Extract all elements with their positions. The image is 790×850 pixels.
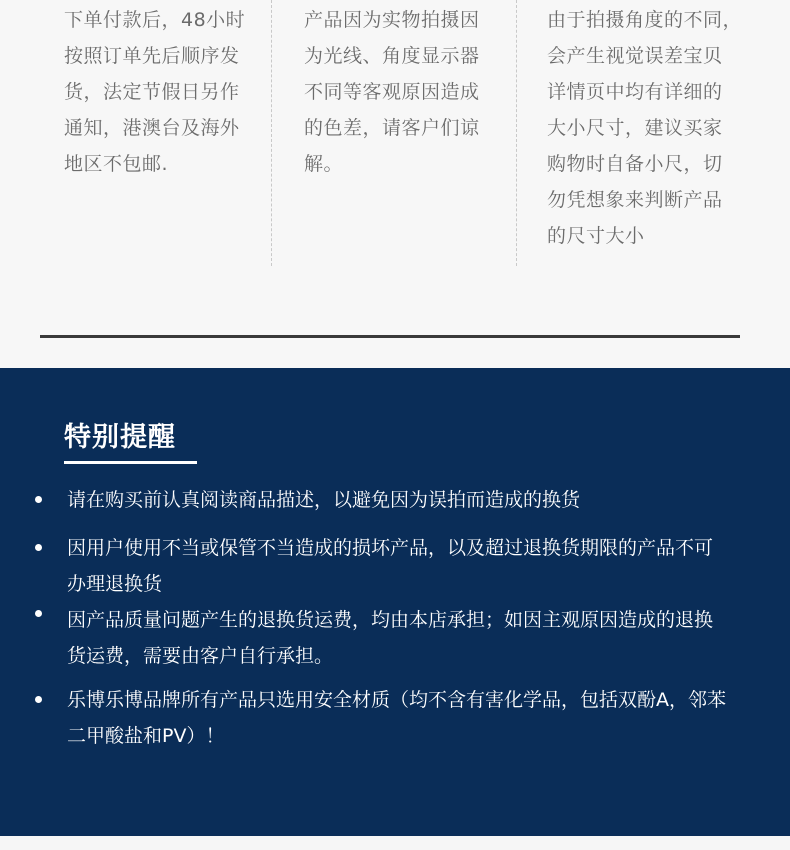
color-difference-line: 产品因为实物拍摄因 bbox=[304, 9, 480, 31]
color-difference-column bbox=[304, 2, 480, 182]
color-difference-line: 不同等客观原因造成 bbox=[304, 81, 480, 103]
size-notice-line: 详情页中均有详细的 bbox=[547, 81, 723, 103]
column-divider bbox=[271, 0, 272, 266]
title-underline bbox=[64, 461, 197, 464]
bullet-icon bbox=[35, 544, 42, 551]
notice-item-line: 请在购买前认真阅读商品描述，以避免因为误拍而造成的换货 bbox=[67, 489, 581, 511]
bullet-icon bbox=[35, 610, 42, 617]
size-notice-line: 勿凭想象来判断产品 bbox=[547, 189, 723, 211]
notice-item-line: 二甲酸盐和PV）！ bbox=[67, 725, 225, 747]
color-difference-line: 解。 bbox=[304, 153, 344, 175]
shipping-policy-line: 按照订单先后顺序发 bbox=[64, 45, 240, 67]
shipping-policy-column bbox=[64, 2, 245, 182]
policy-columns-section bbox=[0, 0, 790, 368]
shipping-policy-line: 货，法定节假日另作 bbox=[64, 81, 240, 103]
size-notice-line: 大小尺寸，建议买家 bbox=[547, 117, 723, 139]
notice-title: 特别提醒 bbox=[64, 422, 176, 453]
special-notice-panel bbox=[0, 368, 790, 836]
size-notice-column bbox=[547, 2, 742, 254]
notice-item-line: 因用户使用不当或保管不当造成的损坏产品，以及超过退换货期限的产品不可 bbox=[67, 537, 714, 559]
section-divider bbox=[40, 335, 740, 338]
shipping-policy-line: 地区不包邮. bbox=[64, 153, 169, 175]
shipping-policy-line: 下单付款后，48小时 bbox=[64, 9, 246, 31]
notice-item-text bbox=[67, 530, 747, 602]
color-difference-line: 的色差，请客户们谅 bbox=[304, 117, 480, 139]
notice-item-text bbox=[67, 482, 747, 518]
size-notice-line: 会产生视觉误差宝贝 bbox=[547, 45, 723, 67]
notice-item-line: 因产品质量问题产生的退换货运费，均由本店承担；如因主观原因造成的退换 bbox=[67, 609, 714, 631]
notice-item-line: 办理退换货 bbox=[67, 573, 163, 595]
shipping-policy-line: 通知，港澳台及海外 bbox=[64, 117, 240, 139]
notice-item-line: 货运费，需要由客户自行承担。 bbox=[67, 645, 334, 667]
bullet-icon bbox=[35, 496, 42, 503]
color-difference-line: 为光线、角度显示器 bbox=[304, 45, 480, 67]
bullet-icon bbox=[35, 696, 42, 703]
notice-item-text bbox=[67, 682, 747, 754]
bottom-strip bbox=[0, 836, 790, 850]
size-notice-line: 由于拍摄角度的不同， bbox=[547, 9, 743, 31]
notice-item-text bbox=[67, 602, 747, 674]
size-notice-line: 的尺寸大小 bbox=[547, 225, 645, 247]
column-divider bbox=[516, 0, 517, 266]
size-notice-line: 购物时自备小尺，切 bbox=[547, 153, 723, 175]
notice-item-line: 乐博乐博品牌所有产品只选用安全材质（均不含有害化学品，包括双酚A，邻苯 bbox=[67, 689, 726, 711]
